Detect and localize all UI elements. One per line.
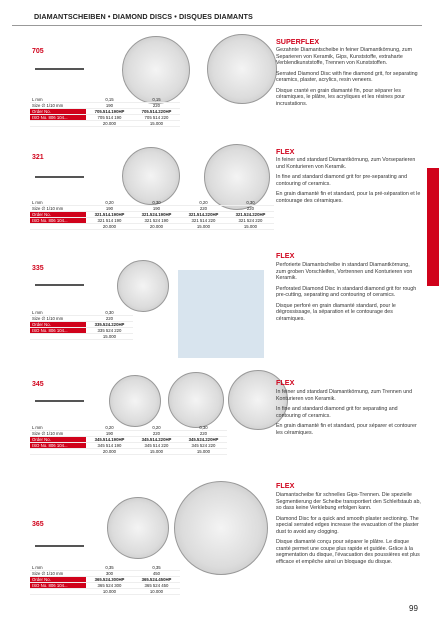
spec-cell: 0,30 <box>105 310 114 315</box>
disc-image <box>122 36 190 104</box>
spec-cell: 321 514 190 <box>97 218 122 223</box>
spec-cell: 0,30 <box>246 200 255 205</box>
spec-cell: 10.000 <box>149 589 164 594</box>
spec-row-rpm <box>30 121 180 127</box>
section-title: FLEX <box>276 251 295 260</box>
spec-cell: 0,35 <box>152 565 161 570</box>
spec-cell: 15.000 <box>149 449 164 454</box>
section-title: FLEX <box>276 378 295 387</box>
spec-cell: 190 <box>105 431 114 436</box>
shank-illustration <box>35 545 84 547</box>
spec-label: ISO No. 806 104... <box>30 443 86 448</box>
spec-label: Order No. <box>30 212 86 217</box>
description-paragraph: Perforierte Diamantscheibe in standard Diamantkörnung, zum groben Vorschleifen, Vortrennen und Konturieren von Keramik. <box>276 262 413 281</box>
description-paragraph: In fine and standard diamond grit for pre-separating and contouring of ceramics. <box>276 174 408 187</box>
product-photo <box>178 270 264 358</box>
product-code: 335 <box>32 265 44 272</box>
spec-cell: 321.524.220HP <box>235 212 266 217</box>
spec-cell: 321 524 190 <box>144 218 169 223</box>
disc-image <box>168 372 224 428</box>
spec-cell: 0,20 <box>199 200 208 205</box>
shank-illustration <box>35 68 84 70</box>
spec-cell: 220 <box>152 431 161 436</box>
spec-label: ISO No. 806 104... <box>30 218 86 223</box>
spec-cell: 345 514 220 <box>144 443 169 448</box>
shank-illustration <box>35 176 84 178</box>
spec-cell: 0,20 <box>152 425 161 430</box>
spec-cell: 450 <box>152 571 161 576</box>
spec-cell: 220 <box>246 206 255 211</box>
spec-cell: 335.524.220HP <box>94 322 125 327</box>
spec-label: Size ∅ 1/10 mm <box>32 316 64 321</box>
spec-cell: 0,30 <box>152 200 161 205</box>
chapter-tab <box>427 168 439 286</box>
section-title: FLEX <box>276 481 295 490</box>
header-title: DIAMANTSCHEIBEN • DIAMOND DISCS • DISQUES DIAMANTS <box>34 12 253 21</box>
spec-label: Order No. <box>30 109 86 114</box>
description-paragraph: En grain diamanté fin et standard, pour séparer et contourer les céramiques. <box>276 423 417 436</box>
description-paragraph: In feiner und standard Diamantkörnung, zum Trennen und Konturieren von Keramik. <box>276 389 413 402</box>
product-code: 321 <box>32 154 44 161</box>
spec-cell: 345.514.190HP <box>94 437 125 442</box>
spec-label: Size ∅ 1/10 mm <box>32 571 64 576</box>
description-paragraph: Serrated Diamond Disc with fine diamond grit, for separating ceramics, plaster, acrylics, resin veneers. <box>276 70 418 83</box>
spec-cell: 0,15 <box>152 97 161 102</box>
product-code: 365 <box>32 521 44 528</box>
spec-cell: 705 514 220 <box>144 115 169 120</box>
spec-label: L mm <box>32 425 43 430</box>
spec-table <box>30 200 274 230</box>
spec-cell: 20.000 <box>102 121 117 126</box>
spec-label: Size ∅ 1/10 mm <box>32 206 64 211</box>
spec-cell: 321 524 220 <box>238 218 263 223</box>
section-title: FLEX <box>276 147 295 156</box>
spec-label: Order No. <box>30 437 86 442</box>
spec-cell: 15.000 <box>243 224 258 229</box>
spec-label: Size ∅ 1/10 mm <box>32 431 64 436</box>
spec-label: L mm <box>32 565 43 570</box>
section-text <box>276 492 421 569</box>
disc-image <box>109 375 161 427</box>
spec-cell: 20.000 <box>102 224 117 229</box>
section-text <box>276 157 421 208</box>
description-paragraph: Disque cranté en grain diamanté fin, pour séparer les céramiques, le plâtre, les acryliques et les résines pour incrustations. <box>276 87 405 107</box>
spec-cell: 705.514.190HP <box>94 109 125 114</box>
spec-cell: 345 514 190 <box>97 443 122 448</box>
spec-cell: 15.000 <box>196 224 211 229</box>
spec-cell: 705.514.220HP <box>141 109 172 114</box>
spec-label: Size ∅ 1/10 mm <box>32 103 64 108</box>
spec-cell: 220 <box>199 206 208 211</box>
spec-table <box>30 425 227 455</box>
spec-cell: 15.000 <box>149 121 164 126</box>
spec-label <box>30 589 86 594</box>
disc-image <box>207 34 277 104</box>
disc-image <box>122 147 180 205</box>
spec-table <box>30 97 180 127</box>
description-paragraph: In fine and standard diamond grit for separating and contouring of ceramics. <box>276 406 398 419</box>
spec-cell: 10.000 <box>102 589 117 594</box>
spec-label <box>30 121 86 126</box>
section-text <box>276 262 421 326</box>
spec-cell: 321 514 220 <box>191 218 216 223</box>
spec-cell: 190 <box>105 103 114 108</box>
spec-label: L mm <box>32 97 43 102</box>
shank-illustration <box>35 284 84 286</box>
spec-cell: 321.514.190HP <box>94 212 125 217</box>
spec-cell: 705 514 190 <box>97 115 122 120</box>
description-paragraph: Diamond Disc for a quick and smooth plaster sectioning. The special serrated edges increase the evacuation of the plaster dust to avoid any clogging. <box>276 515 419 535</box>
spec-cell: 0,20 <box>105 425 114 430</box>
spec-label <box>30 334 86 339</box>
spec-table <box>30 310 133 340</box>
spec-cell: 365 524 450 <box>144 583 169 588</box>
description-paragraph: Disque perforé en grain diamanté standard, pour le dégrossissage, la séparation et le contourage des céramiques. <box>276 302 396 322</box>
description-paragraph: En grain diamanté fin et standard, pour la pré-séparation et le contourage des céramiques. <box>276 191 421 204</box>
spec-cell: 0,30 <box>199 425 208 430</box>
spec-cell: 335 524 220 <box>97 328 122 333</box>
page-header <box>12 12 422 26</box>
spec-label: Order No. <box>30 577 86 582</box>
spec-cell: 365.524.450HP <box>141 577 172 582</box>
spec-label: ISO No. 806 104... <box>30 583 86 588</box>
description-paragraph: Diamantscheibe für schnelles Gips-Trennen. Die spezielle Segmentierung der Scheibe transportiert den Schleifstaub ab, so dass keine Verklebung erfolgen kann. <box>276 492 421 511</box>
spec-cell: 321.514.220HP <box>188 212 219 217</box>
product-code: 345 <box>32 381 44 388</box>
spec-cell: 15.000 <box>102 334 117 339</box>
spec-cell: 0,15 <box>105 97 114 102</box>
page-number: 99 <box>409 604 418 613</box>
spec-cell: 220 <box>105 316 114 321</box>
spec-cell: 15.000 <box>196 449 211 454</box>
spec-label <box>30 449 86 454</box>
spec-cell: 345 524 220 <box>191 443 216 448</box>
description-paragraph: In feiner und standard Diamantkörnung, zum Vorseparieren und Konturieren von Keramik. <box>276 157 416 170</box>
section-text <box>276 389 421 440</box>
spec-cell: 190 <box>105 206 114 211</box>
section-title: SUPERFLEX <box>276 37 320 46</box>
spec-label: L mm <box>32 310 43 315</box>
disc-image <box>174 481 268 575</box>
spec-cell: 190 <box>152 206 161 211</box>
spec-label <box>30 224 86 229</box>
spec-label: L mm <box>32 200 43 205</box>
spec-cell: 345.514.220HP <box>141 437 172 442</box>
disc-image <box>107 497 169 559</box>
section-text <box>276 47 421 111</box>
shank-illustration <box>35 400 84 402</box>
spec-cell: 300 <box>105 571 114 576</box>
description-paragraph: Perforated Diamond Disc in standard diamond grit for rough pre-cutting, separating and contouring of ceramics. <box>276 285 417 298</box>
spec-cell: 365 524 300 <box>97 583 122 588</box>
spec-label: ISO No. 806 104... <box>30 115 86 120</box>
spec-table <box>30 565 180 595</box>
spec-cell: 220 <box>199 431 208 436</box>
spec-cell: 220 <box>152 103 161 108</box>
disc-image <box>117 260 169 312</box>
description-paragraph: Disque diamanté conçu pour séparer le plâtre. Le disque cranté permet une coupe plus rapide et guidée. Grâce à la segmentation du disque, l'évacuation des poussières est plus efficace et empêche ainsi un bloquage du disque. <box>276 539 420 565</box>
description-paragraph: Gezahnte Diamantscheibe in feiner Diamantkörnung, zum Separieren von Keramik, Gips, Kunststoffe, extraharte Verblendkunststoffe, Trennen von Kunststoffen. <box>276 47 413 66</box>
spec-cell: 20.000 <box>102 449 117 454</box>
spec-cell: 345.524.220HP <box>188 437 219 442</box>
spec-label: ISO No. 806 104... <box>30 328 86 333</box>
spec-cell: 365.524.300HP <box>94 577 125 582</box>
spec-cell: 0,20 <box>105 200 114 205</box>
spec-cell: 321.524.190HP <box>141 212 172 217</box>
spec-label: Order No. <box>30 322 86 327</box>
product-code: 705 <box>32 48 44 55</box>
spec-cell: 20.000 <box>149 224 164 229</box>
spec-cell: 0,35 <box>105 565 114 570</box>
